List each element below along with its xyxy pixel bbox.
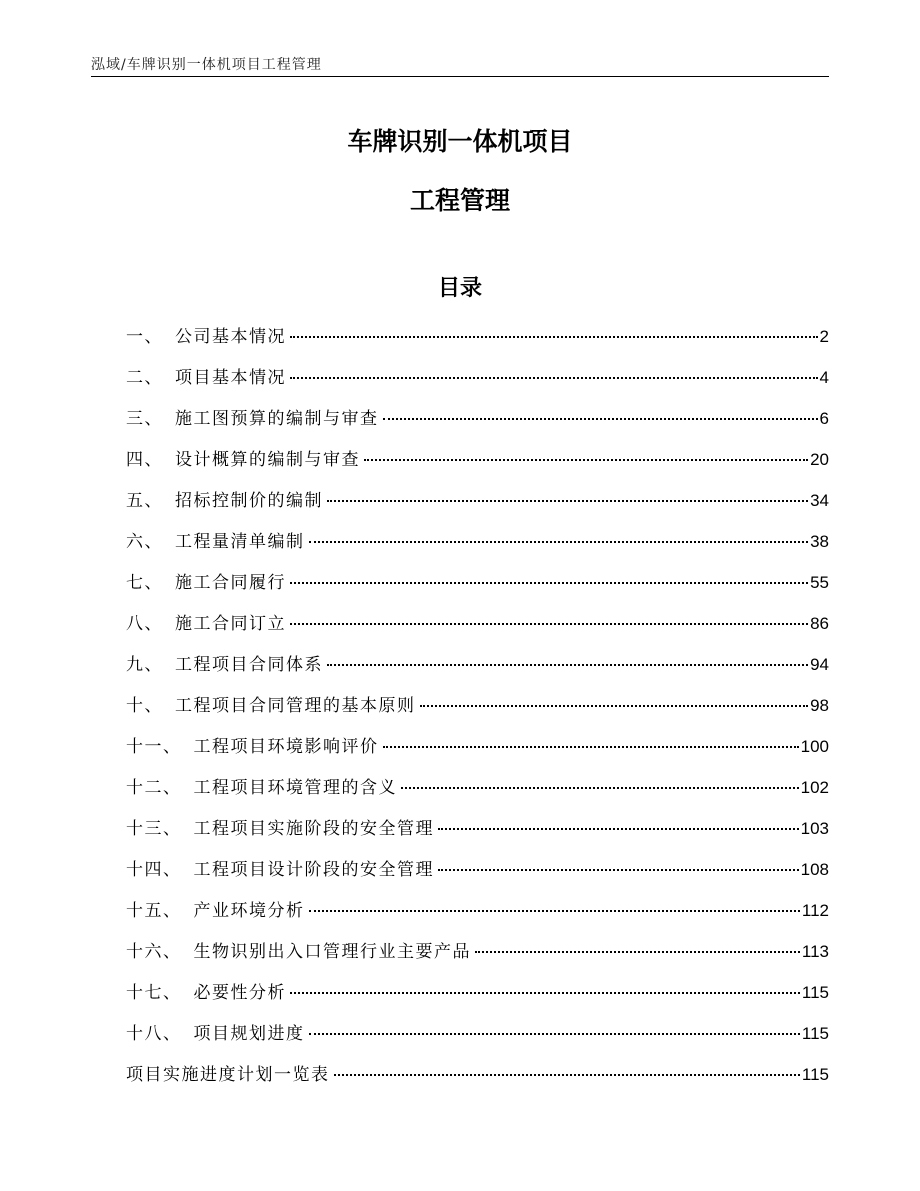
toc-entry-title: 产业环境分析 — [193, 901, 305, 921]
toc-entry[interactable] — [126, 773, 829, 814]
toc-entry-number: 十八、 — [126, 1024, 182, 1044]
toc-dot-leader — [290, 992, 800, 994]
toc-entry[interactable] — [126, 855, 829, 896]
toc-dot-leader — [438, 869, 799, 871]
toc-entry[interactable] — [126, 1019, 829, 1060]
toc-entry-title: 项目规划进度 — [193, 1024, 305, 1044]
toc-entry-title: 施工合同订立 — [175, 614, 286, 634]
toc-entry-number: 四、 — [126, 450, 163, 470]
document-subtitle: 工程管理 — [409, 186, 510, 215]
toc-entry[interactable] — [126, 978, 829, 1019]
toc-entry-number: 五、 — [126, 491, 163, 511]
toc-entry-title: 施工合同履行 — [175, 573, 286, 593]
toc-entry-title: 必要性分析 — [193, 983, 286, 1003]
toc-entry-page: 86 — [810, 614, 829, 633]
toc-entry-page: 113 — [801, 942, 829, 961]
toc-entry[interactable] — [126, 404, 829, 445]
toc-entry-page: 4 — [819, 368, 829, 387]
toc-dot-leader — [309, 1033, 800, 1035]
toc-dot-leader — [383, 746, 799, 748]
toc-dot-leader — [383, 418, 818, 420]
toc-entry-page: 115 — [801, 983, 829, 1002]
toc-entry-page: 112 — [801, 901, 829, 920]
toc-entry[interactable] — [126, 937, 829, 978]
toc-dot-leader — [364, 459, 808, 461]
toc-dot-leader — [309, 541, 809, 543]
toc-entry-title: 工程项目合同管理的基本原则 — [175, 696, 416, 716]
toc-entry-number: 十三、 — [126, 819, 182, 839]
toc-dot-leader — [290, 623, 808, 625]
toc-entry-title: 项目实施进度计划一览表 — [126, 1065, 330, 1085]
toc-entry[interactable] — [126, 732, 829, 773]
toc-entry[interactable] — [126, 896, 829, 937]
toc-entry-page: 103 — [800, 819, 829, 838]
toc-heading: 目录 — [437, 276, 482, 301]
toc-entry-page: 115 — [801, 1065, 829, 1084]
toc-entry-number: 十、 — [126, 696, 163, 716]
header-divider — [91, 76, 829, 77]
toc-entry-number: 八、 — [126, 614, 163, 634]
toc-dot-leader — [438, 828, 799, 830]
document-title: 车牌识别一体机项目 — [347, 127, 573, 156]
toc-entry-page: 115 — [801, 1024, 829, 1043]
toc-entry-number: 六、 — [126, 532, 163, 552]
toc-dot-leader — [290, 336, 818, 338]
toc-entry-page: 20 — [810, 450, 829, 469]
toc-entry-number: 十六、 — [126, 942, 182, 962]
toc-dot-leader — [420, 705, 809, 707]
toc-entry-page: 38 — [810, 532, 829, 551]
toc-entry-number: 十五、 — [126, 901, 182, 921]
toc-dot-leader — [290, 377, 818, 379]
toc-entry-number: 七、 — [126, 573, 163, 593]
toc-entry-title: 招标控制价的编制 — [175, 491, 323, 511]
toc-dot-leader — [401, 787, 799, 789]
toc-dot-leader — [475, 951, 800, 953]
toc-entry-number: 二、 — [126, 368, 163, 388]
toc-entry[interactable] — [126, 445, 829, 486]
toc-entry-title: 设计概算的编制与审查 — [175, 450, 360, 470]
toc-entry-number: 十二、 — [126, 778, 182, 798]
toc-entry-title: 生物识别出入口管理行业主要产品 — [193, 942, 471, 962]
toc-entry-page: 102 — [800, 778, 829, 797]
toc-entry-page: 98 — [810, 696, 829, 715]
toc-entry-number: 三、 — [126, 409, 163, 429]
toc-entry[interactable] — [126, 486, 829, 527]
toc-entry-page: 94 — [810, 655, 829, 674]
toc-entry-title: 工程项目环境管理的含义 — [193, 778, 397, 798]
toc-dot-leader — [290, 582, 808, 584]
toc-dot-leader — [334, 1074, 800, 1076]
toc-entry-title: 工程项目设计阶段的安全管理 — [193, 860, 434, 880]
toc-entry-number: 十七、 — [126, 983, 182, 1003]
toc-dot-leader — [327, 500, 808, 502]
toc-entry-title: 工程项目环境影响评价 — [193, 737, 379, 757]
toc-entry[interactable] — [126, 814, 829, 855]
toc-entry-number: 十一、 — [126, 737, 182, 757]
toc-entry-title: 公司基本情况 — [175, 327, 286, 347]
toc-entry-page: 6 — [819, 409, 829, 428]
table-of-contents — [126, 322, 829, 1101]
toc-entry-title: 工程量清单编制 — [175, 532, 305, 552]
toc-entry-page: 55 — [810, 573, 829, 592]
toc-dot-leader — [309, 910, 800, 912]
toc-entry-page: 108 — [800, 860, 829, 879]
toc-entry-page: 100 — [800, 737, 829, 756]
toc-entry-title: 施工图预算的编制与审查 — [175, 409, 379, 429]
toc-entry[interactable] — [126, 650, 829, 691]
toc-entry[interactable] — [126, 322, 829, 363]
toc-entry-number: 一、 — [126, 327, 163, 347]
toc-entry-page: 2 — [819, 327, 829, 346]
toc-entry[interactable] — [126, 691, 829, 732]
toc-entry-title: 工程项目实施阶段的安全管理 — [193, 819, 434, 839]
toc-entry-number: 十四、 — [126, 860, 182, 880]
toc-entry-number: 九、 — [126, 655, 163, 675]
running-header: 泓域/车牌识别一体机项目工程管理 — [91, 57, 322, 73]
toc-entry[interactable] — [126, 609, 829, 650]
toc-entry[interactable] — [126, 527, 829, 568]
toc-entry-title: 项目基本情况 — [175, 368, 286, 388]
toc-entry[interactable] — [126, 1060, 829, 1101]
toc-entry[interactable] — [126, 568, 829, 609]
toc-entry-page: 34 — [810, 491, 829, 510]
toc-dot-leader — [327, 664, 808, 666]
toc-entry-title: 工程项目合同体系 — [175, 655, 323, 675]
toc-entry[interactable] — [126, 363, 829, 404]
